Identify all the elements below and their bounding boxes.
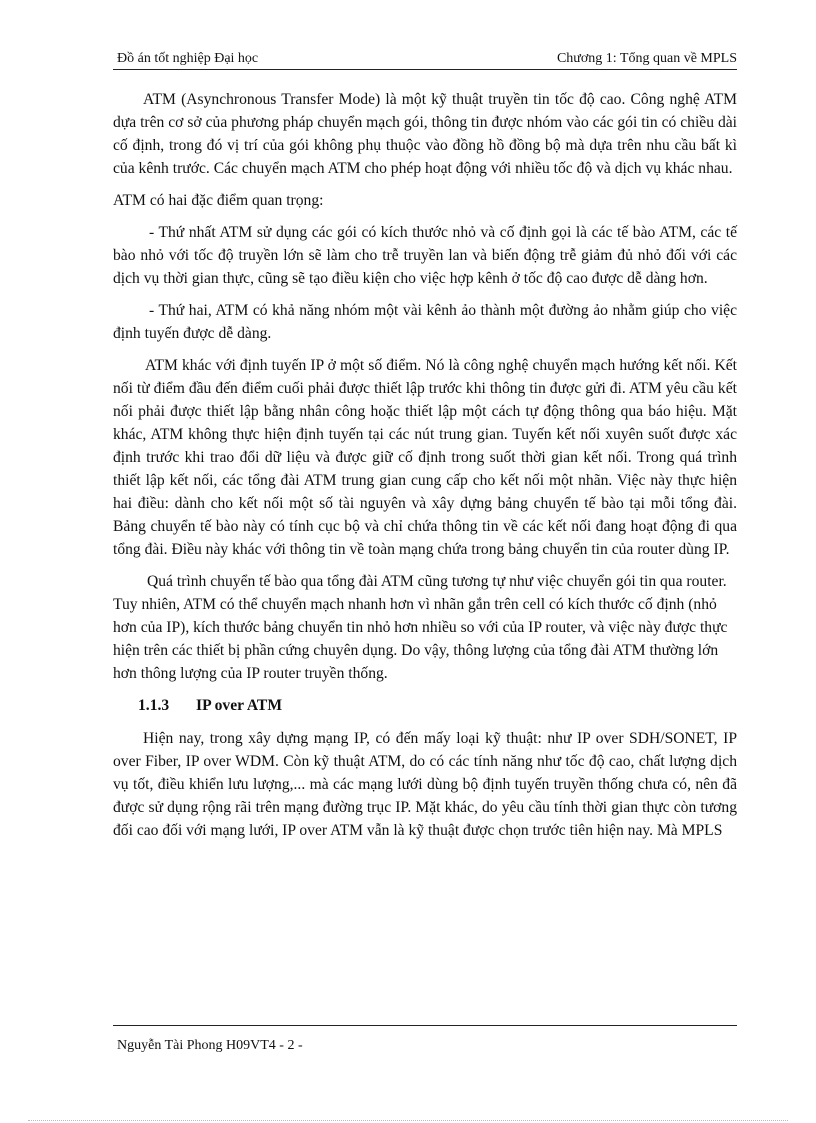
section-title: IP over ATM	[196, 697, 283, 714]
header-chapter-title: Chương 1: Tổng quan về MPLS	[556, 51, 737, 66]
paragraph-atm-vs-ip: ATM khác với định tuyến IP ở một số điểm. Nó là công nghệ chuyển mạch hướng kết nối. Kết nối từ điểm đầu đến điểm cuối phải được thiết lập trước khi thông tin được gửi đi. ATM yêu cầu kết nối phải được thiết lập bằng nhân công hoặc thiết lập một cách tự động thông qua báo hiệu. Mặt khác, ATM không thực hiện định tuyến tại các nút trung gian. Tuyến kết nối xuyên suốt được xác định trước khi trao đổi dữ liệu và được giữ cố định trong suốt thời gian kết nối. Trong quá trình thiết lập kết nối, các tổng đài ATM trung gian cung cấp cho kết nối một nhãn. Việc này thực hiện hai điều: dành cho kết nối một số tài nguyên và xây dựng bảng chuyển tế bào tại mỗi tổng đài. Bảng chuyển tế bào này có tính cục bộ và chỉ chứa thông tin về các kết nối đang hoạt động đi qua tổng đài. Điều này khác với thông tin về toàn mạng chứa trong bảng chuyển tin của router dùng IP.	[113, 357, 737, 558]
paragraph-feature-two: - Thứ hai, ATM có khả năng nhóm một vài kênh ảo thành một đường ảo nhằm giúp cho việc định tuyến được dễ dàng.	[113, 302, 737, 342]
paragraph-ip-over-atm: Hiện nay, trong xây dựng mạng IP, có đến mấy loại kỹ thuật: như IP over SDH/SONET, IP over Fiber, IP over WDM. Còn kỹ thuật ATM, do có các tính năng như tốc độ cao, chất lượng dịch vụ tốt, điều khiển lưu lượng,... mà các mạng lưới dùng bộ định tuyến truyền thống chưa có, nên đã được sử dụng rộng rãi trên mạng đường trục IP. Mặt khác, do yêu cầu tính thời gian thực còn tương đối cao đối với mạng lưới, IP over ATM vẫn là kỹ thuật được chọn trước tiên hiện nay. Mà MPLS	[113, 730, 737, 839]
page-header	[113, 49, 737, 70]
paragraph-atm-features-intro: ATM có hai đặc điểm quan trọng:	[113, 192, 324, 209]
page-footer	[113, 1025, 737, 1053]
paragraph-cell-switching: Quá trình chuyển tế bào qua tổng đài ATM cũng tương tự như việc chuyển gói tin qua router. Tuy nhiên, ATM có thể chuyển mạch nhanh hơn vì nhãn gắn trên cell có kích thước cố định (nhỏ hơn của IP), kích thước bảng chuyển tin nhỏ hơn nhiều so với của IP router, và việc này được thực hiện trên các thiết bị phần cứng chuyên dụng. Do vậy, thông lượng của tổng đài ATM thường lớn hơn thông lượng của IP router truyền thống.	[113, 573, 728, 682]
header-document-title: Đồ án tốt nghiệp Đại học	[117, 51, 259, 66]
page-body	[113, 88, 737, 851]
footer-author: Nguyễn Tài Phong H09VT4 - 2 -	[117, 1038, 303, 1053]
section-number: 1.1.3	[138, 697, 170, 714]
paragraph-feature-one: - Thứ nhất ATM sử dụng các gói có kích thước nhỏ và cố định gọi là các tế bào ATM, các tế bào nhỏ với tốc độ truyền lớn sẽ làm cho trễ truyền lan và biến động trễ giảm đủ nhỏ đối với các dịch vụ thời gian thực, cũng sẽ tạo điều kiện cho việc hợp kênh ở tốc độ cao được dễ dàng hơn.	[113, 224, 737, 287]
paragraph-atm-definition: ATM (Asynchronous Transfer Mode) là một kỹ thuật truyền tin tốc độ cao. Công nghệ ATM dựa trên cơ sở của phương pháp chuyển mạch gói, thông tin được nhóm vào các gói tin có chiều dài cố định, trong đó vị trí của gói không phụ thuộc vào đồng hồ đồng bộ mà dựa trên nhu cầu bất kì của kênh trước. Các chuyển mạch ATM cho phép hoạt động với nhiều tốc độ và dịch vụ khác nhau.	[113, 91, 737, 177]
section-heading	[138, 694, 737, 717]
page-bottom-divider	[28, 1120, 788, 1121]
